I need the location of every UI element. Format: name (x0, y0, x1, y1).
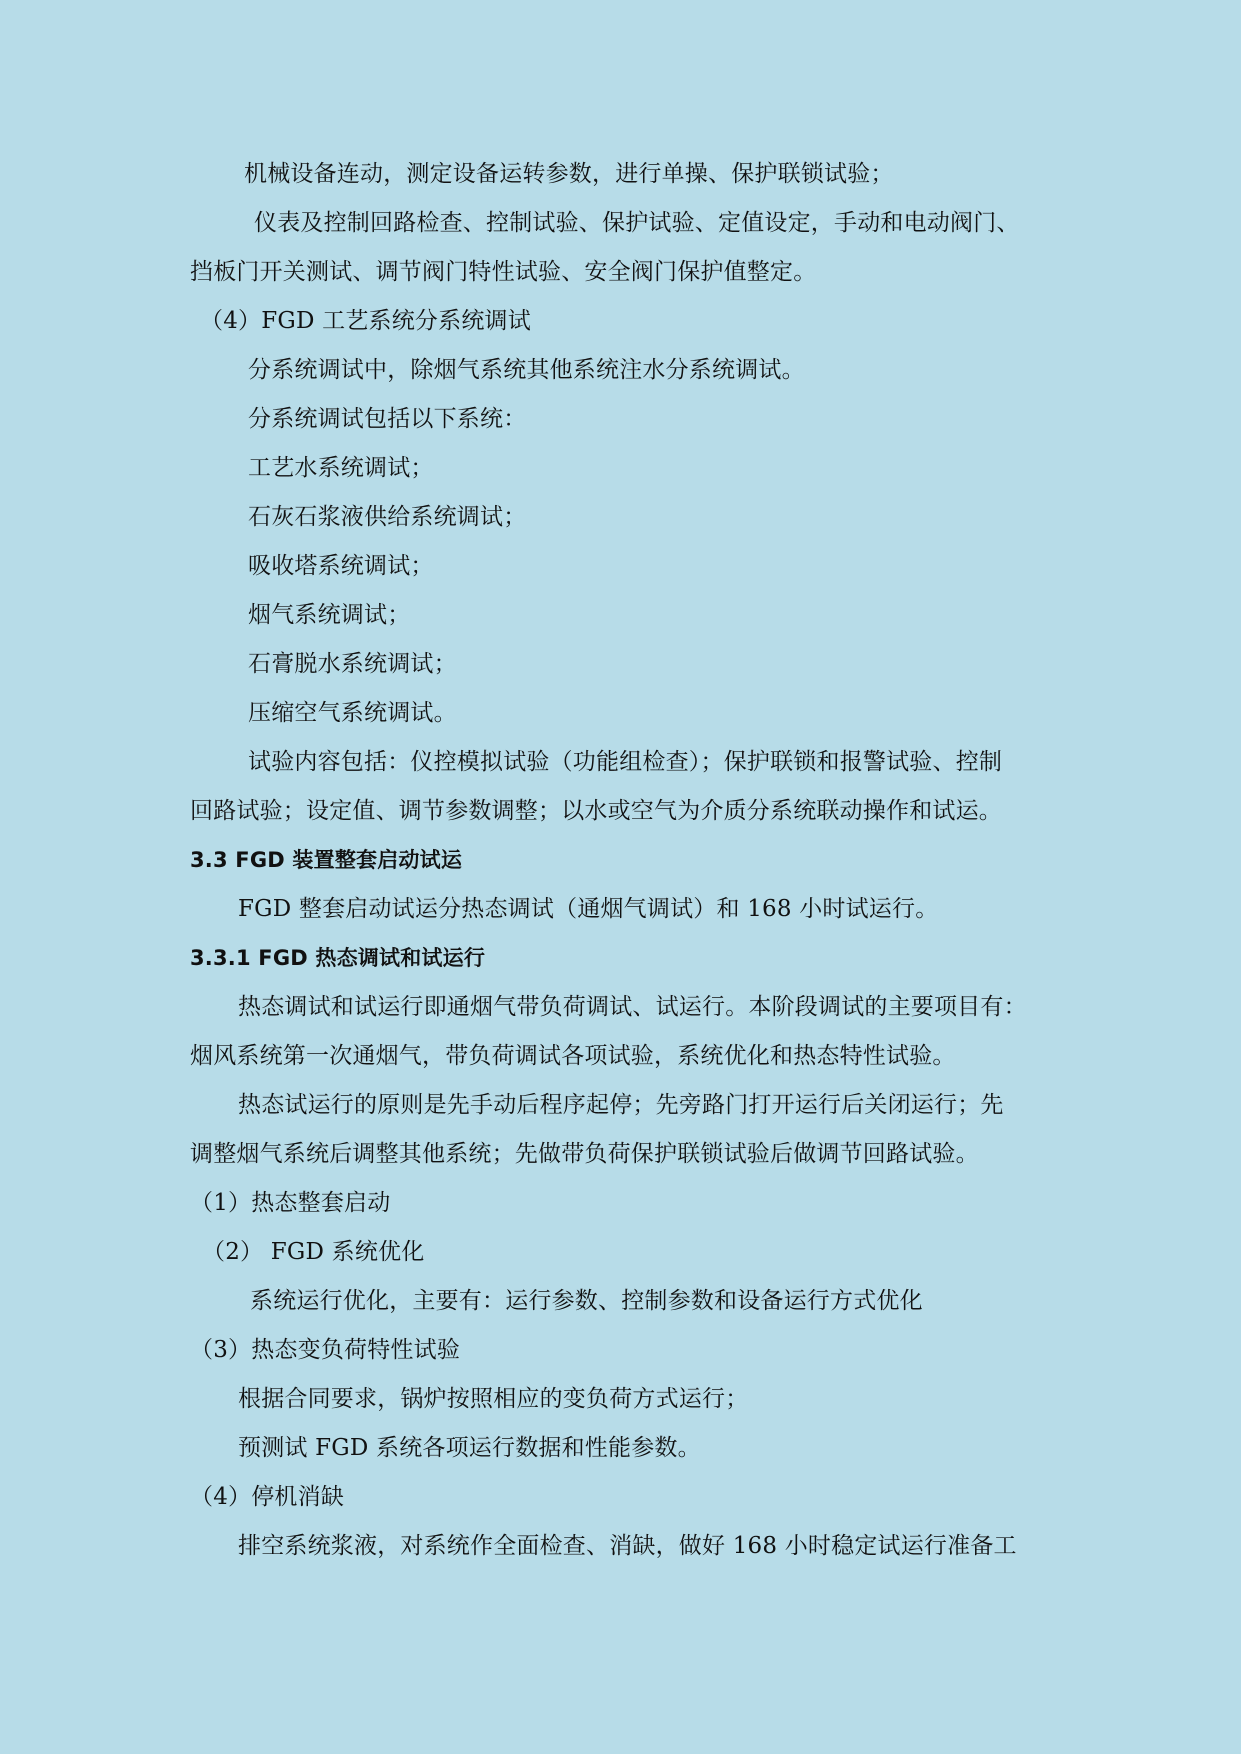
list-item: 石膏脱水系统调试； (248, 651, 457, 677)
paragraph-line: 仪表及控制回路检查、控制试验、保护试验、定值设定，手动和电动阀门、 (254, 210, 1020, 236)
paragraph-line: 排空系统浆液，对系统作全面检查、消缺，做好 168 小时稳定试运行准备工 (238, 1533, 1017, 1559)
paragraph-line: 热态试运行的原则是先手动后程序起停；先旁路门打开运行后关闭运行；先 (238, 1092, 1004, 1118)
paragraph-line: 挡板门开关测试、调节阀门特性试验、安全阀门保护值整定。 (190, 259, 817, 285)
subsection-heading: （2） FGD 系统优化 (202, 1239, 425, 1265)
paragraph-line: 烟风系统第一次通烟气，带负荷调试各项试验，系统优化和热态特性试验。 (190, 1043, 956, 1069)
section-heading: 3.3 FGD 装置整套启动试运 (190, 848, 463, 872)
subsection-heading: （4）FGD 工艺系统分系统调试 (200, 308, 531, 334)
subsection-heading: （4）停机消缺 (190, 1484, 345, 1510)
list-item: 工艺水系统调试； (248, 455, 434, 481)
list-item: 烟气系统调试； (248, 602, 411, 628)
paragraph-line: 回路试验；设定值、调节参数调整；以水或空气为介质分系统联动操作和试运。 (190, 798, 1002, 824)
paragraph-line: 分系统调试包括以下系统： (248, 406, 527, 432)
section-heading: 3.3.1 FGD 热态调试和试运行 (190, 946, 486, 970)
paragraph-line: 试验内容包括：仪控模拟试验（功能组检查）；保护联锁和报警试验、控制 (248, 749, 1003, 775)
list-item: 压缩空气系统调试。 (248, 700, 457, 726)
paragraph-line: 系统运行优化，主要有：运行参数、控制参数和设备运行方式优化 (250, 1288, 923, 1314)
paragraph-line: 调整烟气系统后调整其他系统；先做带负荷保护联锁试验后做调节回路试验。 (190, 1141, 979, 1167)
paragraph-line: 分系统调试中，除烟气系统其他系统注水分系统调试。 (248, 357, 805, 383)
list-item: 吸收塔系统调试； (248, 553, 434, 579)
subsection-heading: （1）热态整套启动 (190, 1190, 391, 1216)
paragraph-line: FGD 整套启动试运分热态调试（通烟气调试）和 168 小时试运行。 (238, 896, 939, 922)
list-item: 石灰石浆液供给系统调试； (248, 504, 527, 530)
paragraph-line: 根据合同要求，锅炉按照相应的变负荷方式运行； (238, 1386, 749, 1412)
paragraph-line: 预测试 FGD 系统各项运行数据和性能参数。 (238, 1435, 701, 1461)
paragraph-line: 机械设备连动，测定设备运转参数，进行单操、保护联锁试验； (244, 161, 894, 187)
subsection-heading: （3）热态变负荷特性试验 (190, 1337, 461, 1363)
paragraph-line: 热态调试和试运行即通烟气带负荷调试、试运行。本阶段调试的主要项目有： (238, 994, 1027, 1020)
